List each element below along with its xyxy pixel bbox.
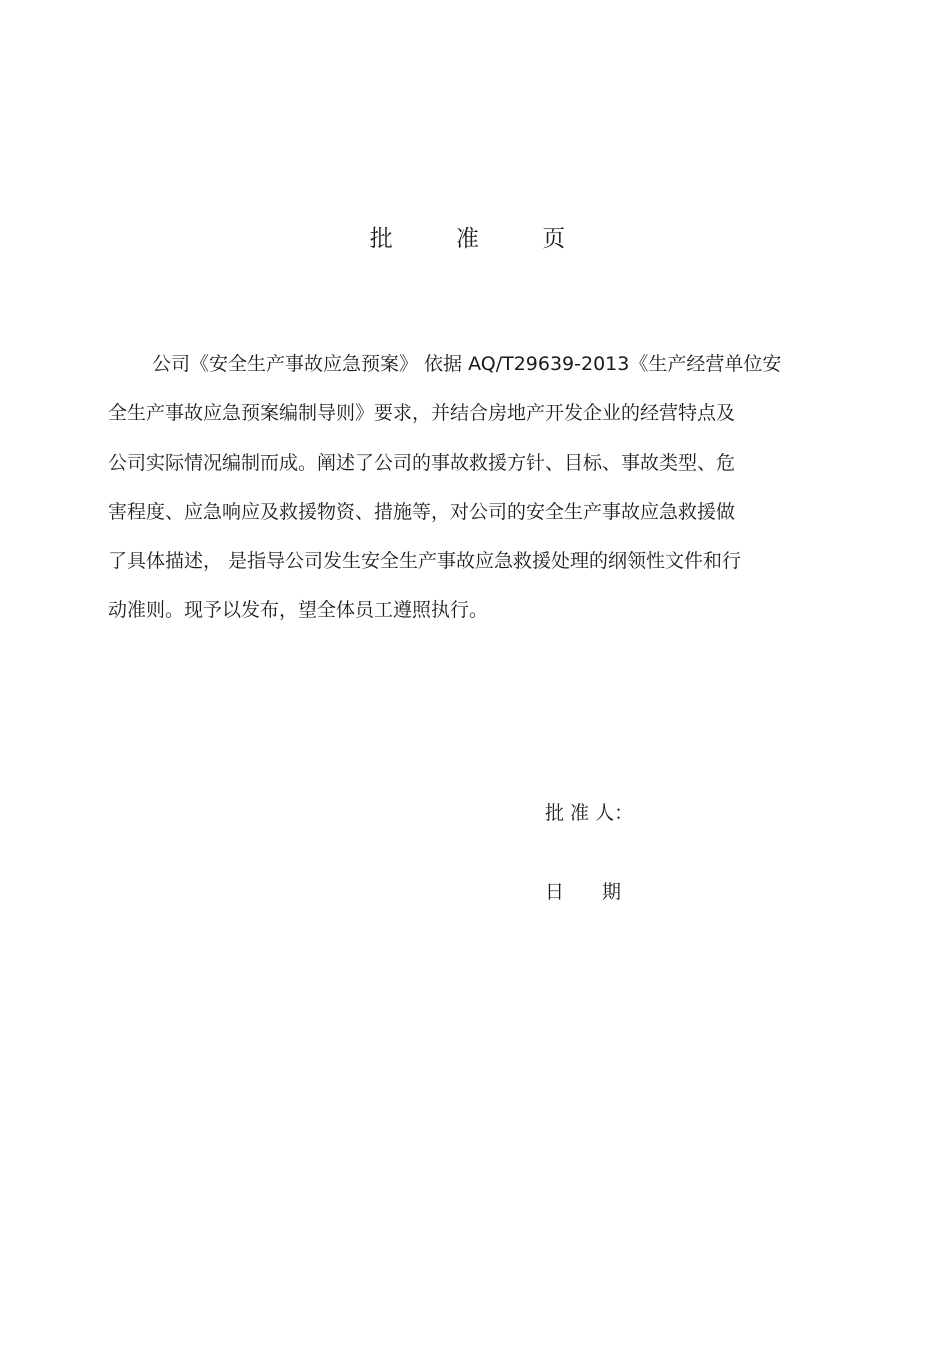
paragraph-line-3: 公司实际情况编制而成。阐述了公司的事故救援方针、目标、事故类型、危 bbox=[108, 452, 736, 474]
paragraph-line-2: 全生产事故应急预案编制导则》要求，并结合房地产开发企业的经营特点及 bbox=[108, 402, 736, 424]
approver-label: 批 准 人： bbox=[545, 802, 634, 824]
paragraph-line-5: 了具体描述， 是指导公司发生安全生产事故应急救援处理的纲领性文件和行 bbox=[108, 550, 742, 572]
paragraph-line-6: 动准则。现予以发布，望全体员工遵照执行。 bbox=[108, 599, 489, 621]
paragraph-line-4: 害程度、应急响应及救援物资、措施等，对公司的安全生产事故应急救援做 bbox=[108, 501, 736, 523]
page-title: 批 准 页 bbox=[369, 226, 594, 252]
paragraph-line-1: 公司《安全生产事故应急预案》 依据 AQ/T29639-2013《生产经营单位安 bbox=[152, 353, 782, 375]
date-label: 日 期 bbox=[545, 881, 622, 903]
